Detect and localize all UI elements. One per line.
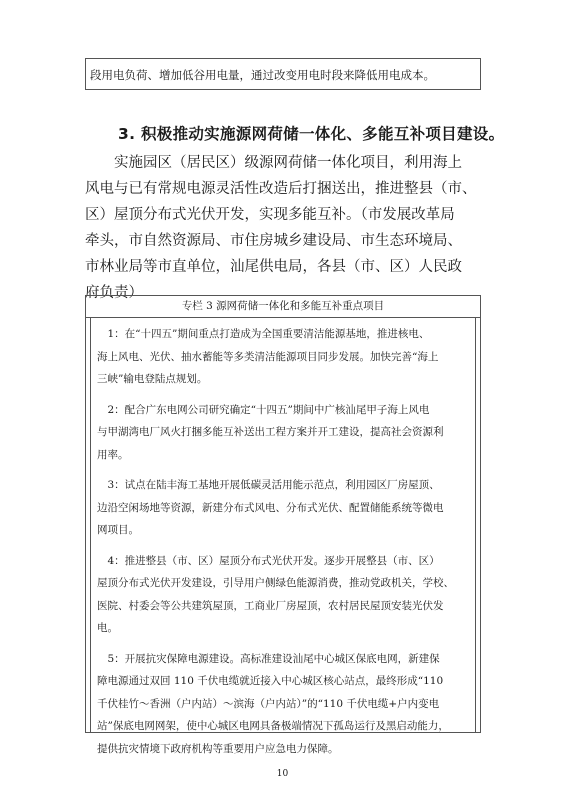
continued-table-text: 段用电负荷、增加低谷用电量，通过改变用电时段来降低用电成本。	[90, 68, 435, 82]
section-heading: 3. 积极推动实施源网荷储一体化、多能互补项目建设。	[118, 125, 505, 143]
item-line: 5：开展抗灾保障电源建设。高标准建设汕尾中心城区保底电网，新建保	[97, 652, 440, 665]
body-line: 牵头，市自然资源局、市住房城乡建设局、市生态环境局、	[85, 233, 462, 249]
section-body	[85, 150, 485, 306]
item-line: 4：推进整县（市、区）屋顶分布式光伏开发。逐步开展整县（市、区）	[97, 554, 440, 567]
item-line: 提供抗灾情境下政府机构等重要用户应急电力保障。	[97, 742, 339, 755]
project-item-3	[91, 474, 475, 542]
item-line: 屋顶分布式光伏开发建设，引导用户侧绿色能源消费，推动党政机关，学校、	[97, 577, 454, 589]
project-item-1	[91, 318, 475, 391]
body-line: 实施园区（居民区）级源网荷储一体化项目，利用海上	[85, 155, 462, 171]
table-title: 专栏 3 源网荷储一体化和多能互补重点项目	[86, 296, 480, 318]
continued-table-box	[85, 58, 481, 90]
item-line: 站”保底电网网架，使中心城区电网具备极端情况下孤岛运行及黑启动能力，	[97, 720, 449, 732]
item-line: 2：配合广东电网公司研究确定“十四五”期间中广核汕尾甲子海上风电	[97, 403, 430, 416]
body-line: 市林业局等市直单位，汕尾供电局，各县（市、区）人民政	[85, 259, 462, 275]
table-body	[90, 318, 476, 755]
item-line: 三峡”输电登陆点规划。	[97, 373, 208, 385]
item-line: 障电源通过双回 110 千伏电缆就近接入中心城区核心站点，最终形成“110	[97, 675, 444, 687]
item-line: 千伏桂竹～香洲（户内站）～滨海（户内站）”的“110 千伏电缆+户内变电	[97, 697, 440, 710]
item-line: 网项目。	[97, 524, 139, 536]
project-item-2	[91, 399, 475, 467]
item-line: 与甲湖湾电厂风火打捆多能互补送出工程方案并开工建设，提高社会资源利	[97, 426, 444, 438]
body-line: 区）屋顶分布式光伏开发，实现多能互补。（市发展改革局	[85, 207, 455, 223]
item-line: 电。	[97, 622, 118, 634]
project-item-5	[91, 648, 475, 761]
item-line: 1：在“十四五”期间重点打造成为全国重要清洁能源基地，推进核电、	[97, 328, 430, 340]
item-line: 用率。	[97, 448, 129, 461]
body-line: 风电与已有常规电源灵活性改造后打捆送出，推进整县（市、	[85, 181, 477, 197]
page-number: 10	[276, 769, 289, 779]
project-item-4	[91, 550, 475, 640]
body-line: 府负责）	[85, 285, 143, 301]
item-line: 医院、村委会等公共建筑屋顶，工商业厂房屋顶，农村居民屋顶安装光伏发	[97, 599, 444, 612]
item-line: 海上风电、光伏、抽水蓄能等多类清洁能源项目同步发展。加快完善“海上	[97, 350, 439, 363]
item-line: 3：试点在陆丰海工基地开展低碳灵活用能示范点，利用园区厂房屋顶、	[97, 479, 440, 491]
key-projects-table	[85, 295, 481, 755]
item-line: 边沿空闲场地等资源，新建分布式风电、分布式光伏、配置储能系统等微电	[97, 501, 444, 514]
